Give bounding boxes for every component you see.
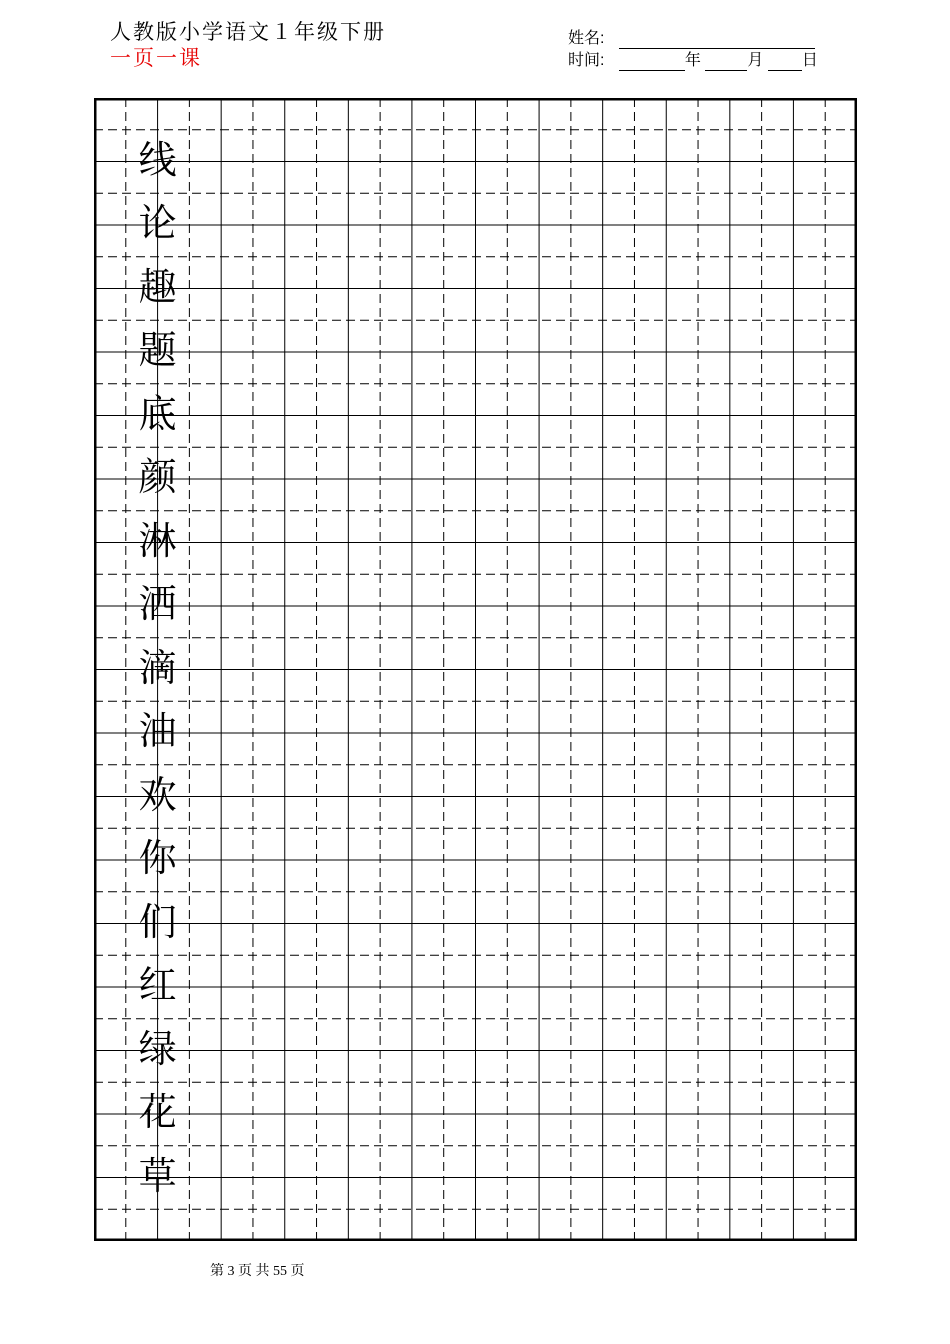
practice-character: 油 [138, 709, 177, 753]
practice-character: 题 [138, 328, 177, 372]
month-blank[interactable] [705, 53, 747, 71]
year-label: 年 [684, 52, 701, 69]
practice-character: 红 [138, 963, 177, 1007]
name-blank[interactable] [619, 31, 815, 49]
practice-character: 草 [138, 1153, 177, 1198]
practice-character: 滴 [138, 645, 177, 690]
practice-character: 论 [138, 201, 177, 245]
name-label: 姓名: [568, 30, 605, 47]
practice-character: 你 [138, 836, 177, 880]
practice-character: 颜 [138, 455, 177, 499]
date-field-row [568, 51, 818, 71]
day-label: 日 [801, 52, 818, 69]
practice-character: 线 [138, 137, 177, 182]
book-subtitle: 一页一课 [110, 46, 202, 70]
grid-lines [94, 98, 857, 1241]
month-label: 月 [747, 52, 764, 69]
practice-character: 绿 [138, 1026, 177, 1071]
practice-character: 淋 [138, 518, 177, 563]
day-blank[interactable] [768, 53, 802, 71]
practice-character: 洒 [138, 582, 177, 626]
practice-character: 欢 [138, 772, 177, 817]
practice-character: 花 [138, 1090, 177, 1134]
practice-character: 趣 [138, 264, 177, 309]
writing-grid[interactable] [94, 98, 857, 1241]
practice-character: 们 [138, 899, 177, 944]
year-blank[interactable] [619, 53, 685, 71]
book-title: 人教版小学语文１年级下册 [110, 20, 386, 44]
page-number: 第 3 页 共 55 页 [210, 1264, 305, 1279]
name-field-row [568, 29, 815, 49]
practice-character: 底 [138, 391, 177, 436]
date-label: 时间: [568, 52, 605, 69]
